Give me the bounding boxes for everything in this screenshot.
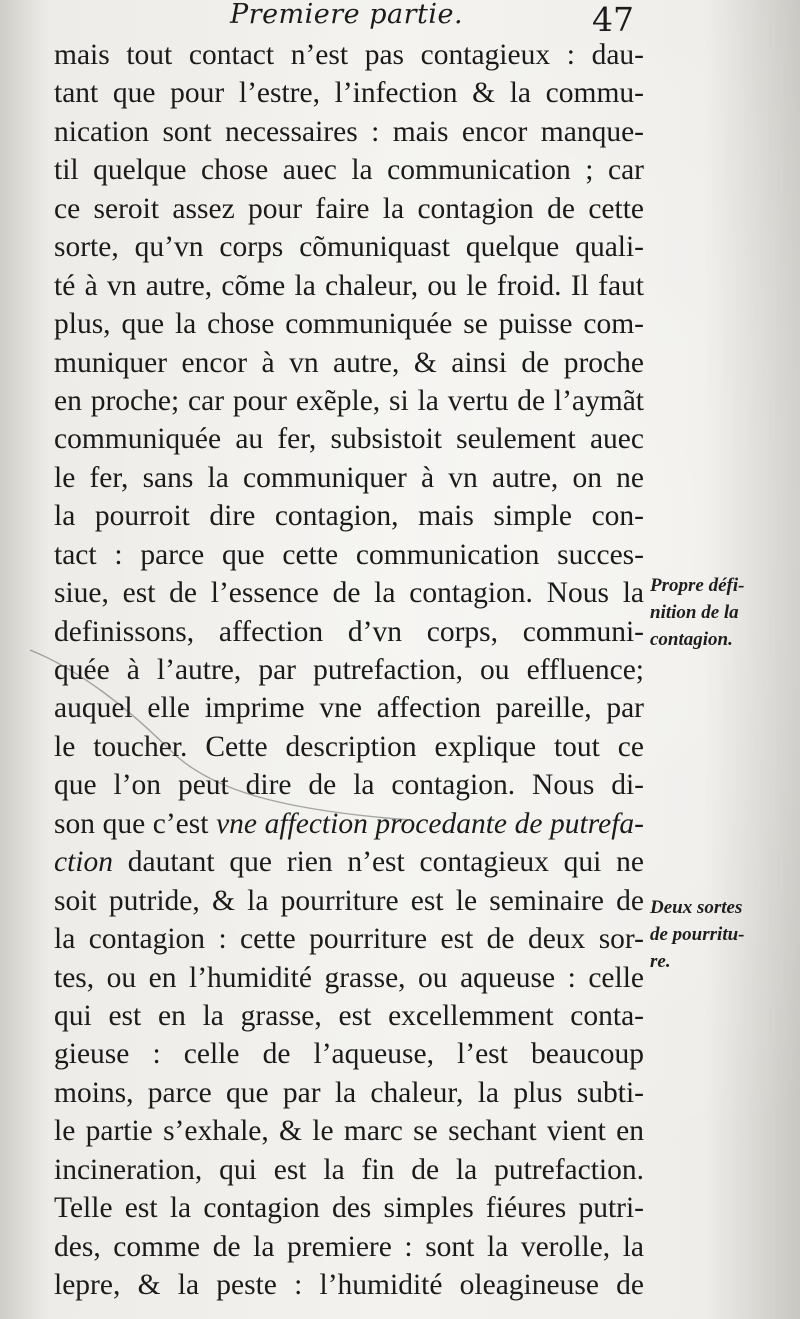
text-line: tant que pour l’estre, l’infection & la commu- [54,77,644,110]
text-line: té à vn autre, cõme la chaleur, ou le froid. Il faut [54,269,644,302]
text-line: des, comme de la premiere : sont la verolle, la [54,1230,644,1263]
text-line: que l’on peut dire de la contagion. Nous di- [54,769,644,802]
text-line: en proche; car pour exẽple, si la vertu de l’aymãt [54,384,644,417]
text-line: auquel elle imprime vne affection pareille, par [54,692,644,725]
text-line: nication sont necessaires : mais encor manque- [54,115,644,148]
page-header [230,0,650,39]
text-line: le toucher. Cette description explique tout ce [54,730,644,763]
text-line: tes, ou en l’humidité grasse, ou aqueuse : celle [54,961,644,994]
text-line: plus, que la chose communiquée se puisse com- [54,308,644,341]
running-head: Premiere partie. [230,0,464,30]
text-line: ce seroit assez pour faire la contagion de cette [54,192,644,225]
text-line: Telle est la contagion des simples fiéures putri- [54,1192,644,1225]
text-line: lepre, & la peste : l’humidité oleagineuse de [54,1269,644,1301]
text-line: incineration, qui est la fin de la putrefaction. [54,1153,644,1186]
margin-note-definition [650,572,800,653]
margin-note-line: de pourritu- [650,924,745,945]
text-line: le fer, sans la communiquer à vn autre, on ne [54,461,644,494]
text-line: la contagion : cette pourriture est de deux sor- [54,923,644,956]
page-number: 47 [592,0,634,39]
margin-note-line: re. [650,951,671,972]
text-line: definissons, affection d’vn corps, communi- [54,615,644,648]
text-line: tact : parce que cette communication succes- [54,538,644,571]
text-line: moins, parce que par la chaleur, la plus subti- [54,1076,644,1109]
text-line: qui est en la grasse, est excellemment conta- [54,999,644,1032]
text-line: quée à l’autre, par putrefaction, ou effluence; [54,654,644,686]
text-line: mais tout contact n’est pas contagieux : dau- [54,39,644,71]
margin-note-line: contagion. [650,629,733,650]
text-line: til quelque chose auec la communication ; car [54,154,644,187]
text-line: siue, est de l’essence de la contagion. Nous la [54,577,644,610]
text-line: son que c’est vne affection procedante de putrefa- [54,807,645,840]
margin-note-line: Deux sortes [650,897,743,918]
margin-note-line: nition de la [650,602,739,623]
body-text [54,36,644,1304]
text-line: le partie s’exhale, & le marc se sechant vient en [54,1115,644,1148]
text-line: communiquée au fer, subsistoit seulement auec [54,423,644,456]
text-line: soit putride, & la pourriture est le seminaire de [54,884,644,917]
text-line: sorte, qu’vn corps cõmuniquast quelque quali- [54,231,644,264]
text-line: ction dautant que rien n’est contagieux qui ne [54,846,644,879]
margin-note-line: Propre défi- [650,575,745,596]
text-line: gieuse : celle de l’aqueuse, l’est beaucoup [54,1038,644,1071]
text-line: muniquer encor à vn autre, & ainsi de proche [54,346,644,379]
margin-note-two-kinds [650,894,800,975]
text-line: la pourroit dire contagion, mais simple con- [54,500,644,533]
